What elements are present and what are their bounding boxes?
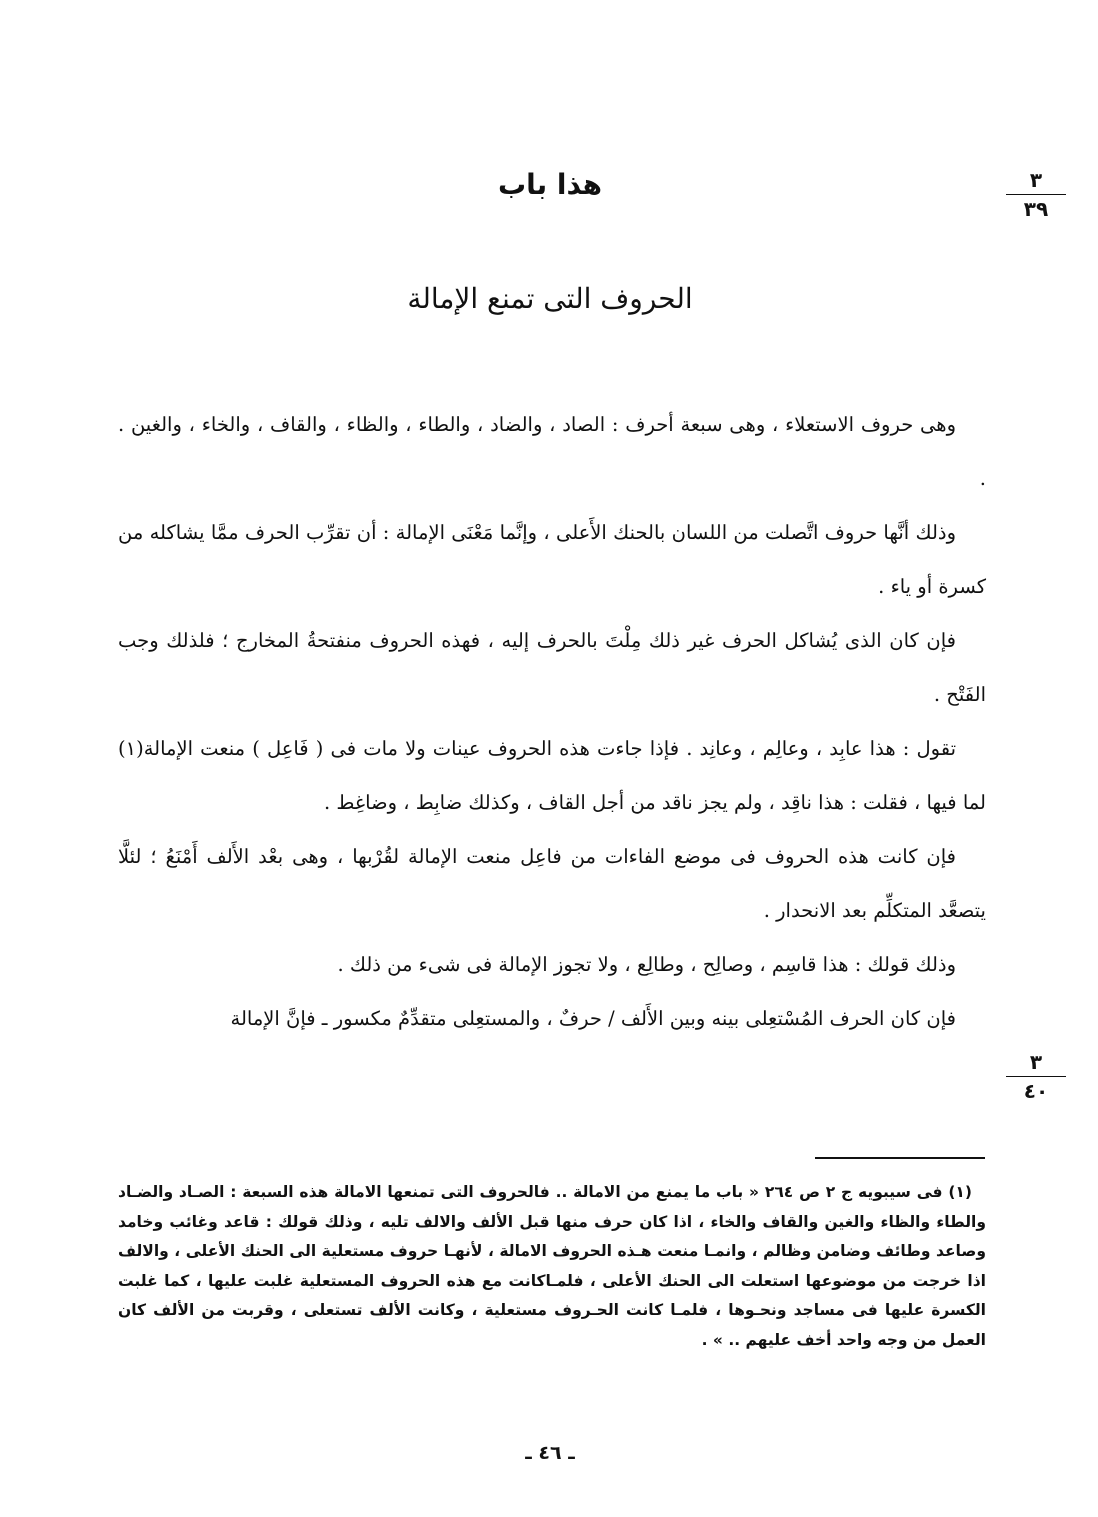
margin-reference-bottom-page: ٤٠ <box>1023 1079 1049 1103</box>
chapter-subtitle: الحروف التى تمنع الإمالة <box>407 282 693 315</box>
margin-reference-top <box>1006 170 1066 219</box>
footnote-text: (١) فى سيبويه ج ٢ ص ٢٦٤ « باب ما يمنع من الامالة .. فالحروف التى تمنعها الامالة هذه السبعة : الصـاد والضـاد والطاء والظاء والغين والقاف والخاء ، اذا كان حرف منها قبل الألف والالف تليه ، وذلك قولك : قاعد وغائب وخامد وصاعد وطائف وضامن وظالم ، وانمـا منعت هـذه الحروف الامالة ، لأنهـا حروف مستعلية الى الحنك الأعلى ، والالف اذا خرجت من موضوعها استعلت الى الحنك الأعلى ، فلمـاكانت مع هذه الحروف المستعلية غلبت عليها ، كما غلبت الكسرة عليها فى مساجد ونحـوها ، فلمـا كانت الحـروف مستعلية ، وكانت الألف تستعلى ، وقربت من الألف كان العمل من وجه واحد أخف عليهم .. » . <box>118 1183 986 1349</box>
paragraph: فإن كان الذى يُشاكل الحرف غير ذلك مِلْتَ بالحرف إليه ، فهذه الحروف منفتحةُ المخارج ؛ فلذلك وجب الفَتْح . <box>118 629 986 706</box>
margin-reference-bottom <box>1006 1052 1066 1101</box>
margin-reference-divider <box>1006 1076 1066 1077</box>
margin-reference-divider <box>1006 194 1066 195</box>
page-number: ـ ٤٦ ـ <box>525 1442 575 1464</box>
footnote <box>118 1178 986 1355</box>
paragraph: وذلك أنَّها حروف اتَّصلت من اللسان بالحنك الأَعلى ، وإنَّما مَعْنَى الإمالة : أن تقرِّب الحرف ممَّا يشاكله من كسرة أو ياء . <box>118 521 986 598</box>
paragraph: تقول : هذا عابِد ، وعالِم ، وعانِد . فإذا جاءت هذه الحروف عينات ولا مات فى ( فَاعِل ) منعت الإمالة(١) لما فيها ، فقلت : هذا ناقِد ، ولم يجز ناقد من أجل القاف ، وكذلك ضابِط ، وضاغِط . <box>118 737 986 814</box>
paragraph: فإن كان الحرف المُسْتعِلى بينه وبين الأَلف / حرفٌ ، والمستعِلى متقدِّمٌ مكسور ـ فإنَّ الإمالة <box>230 1007 956 1030</box>
margin-reference-top-part: ٣ <box>1029 168 1043 192</box>
paragraph: فإن كانت هذه الحروف فى موضع الفاءات من فاعِل منعت الإمالة لقُرْبها ، وهى بعْد الأَلف أَمْنَعُ ؛ لئلَّا يتصعَّد المتكلِّم بعد الانحدار . <box>118 845 986 922</box>
chapter-title: هذا باب <box>497 168 603 201</box>
paragraph: وهى حروف الاستعلاء ، وهى سبعة أحرف : الصاد ، والضاد ، والطاء ، والظاء ، والقاف ، والخاء ، والغين . . <box>118 413 986 490</box>
paragraph: وذلك قولك : هذا قاسِم ، وصالِح ، وطالِع ، ولا تجوز الإمالة فى شىء من ذلك . <box>337 953 956 976</box>
margin-reference-bottom-part: ٣ <box>1029 1050 1043 1074</box>
margin-reference-top-page: ٣٩ <box>1023 197 1049 221</box>
body-text <box>118 398 986 1046</box>
footnote-separator <box>815 1157 985 1159</box>
